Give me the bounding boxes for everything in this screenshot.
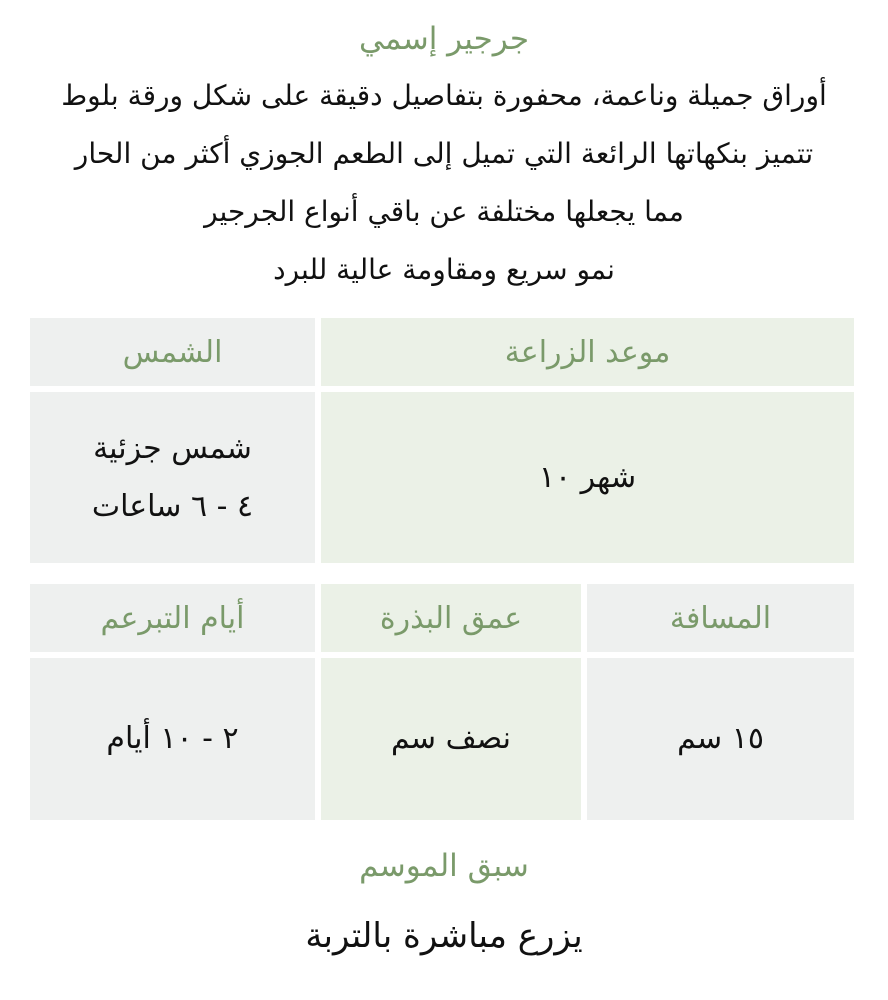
germination-header: أيام التبرعم: [30, 584, 315, 652]
spacing-value: ١٥ سم: [587, 658, 854, 820]
sun-header: الشمس: [30, 318, 315, 386]
description-line-4: نمو سريع ومقاومة عالية للبرد: [273, 253, 615, 286]
plant-title: جرجير إسمي: [358, 21, 530, 57]
germination-value: ٢ - ١٠ أيام: [30, 658, 315, 820]
description-line-2: تتميز بنكهاتها الرائعة التي تميل إلى الطعم الجوزي أكثر من الحار: [74, 137, 814, 170]
sun-value-line-2: ٤ - ٦ ساعات: [91, 488, 254, 524]
seed-depth-value: نصف سم: [321, 658, 581, 820]
description-line-3: مما يجعلها مختلفة عن باقي أنواع الجرجير: [204, 195, 684, 228]
planting-time-value: شهر ١٠: [321, 392, 854, 563]
season-label: سبق الموسم: [359, 848, 529, 884]
seed-depth-header: عمق البذرة: [321, 584, 581, 652]
description-line-1: أوراق جميلة وناعمة، محفورة بتفاصيل دقيقة على شكل ورقة بلوط: [61, 79, 827, 112]
sun-value-line-1: شمس جزئية: [93, 430, 252, 466]
planting-time-header: موعد الزراعة: [321, 318, 854, 386]
sowing-method: يزرع مباشرة بالتربة: [305, 916, 583, 956]
spacing-header: المسافة: [587, 584, 854, 652]
sun-value: [30, 392, 315, 563]
